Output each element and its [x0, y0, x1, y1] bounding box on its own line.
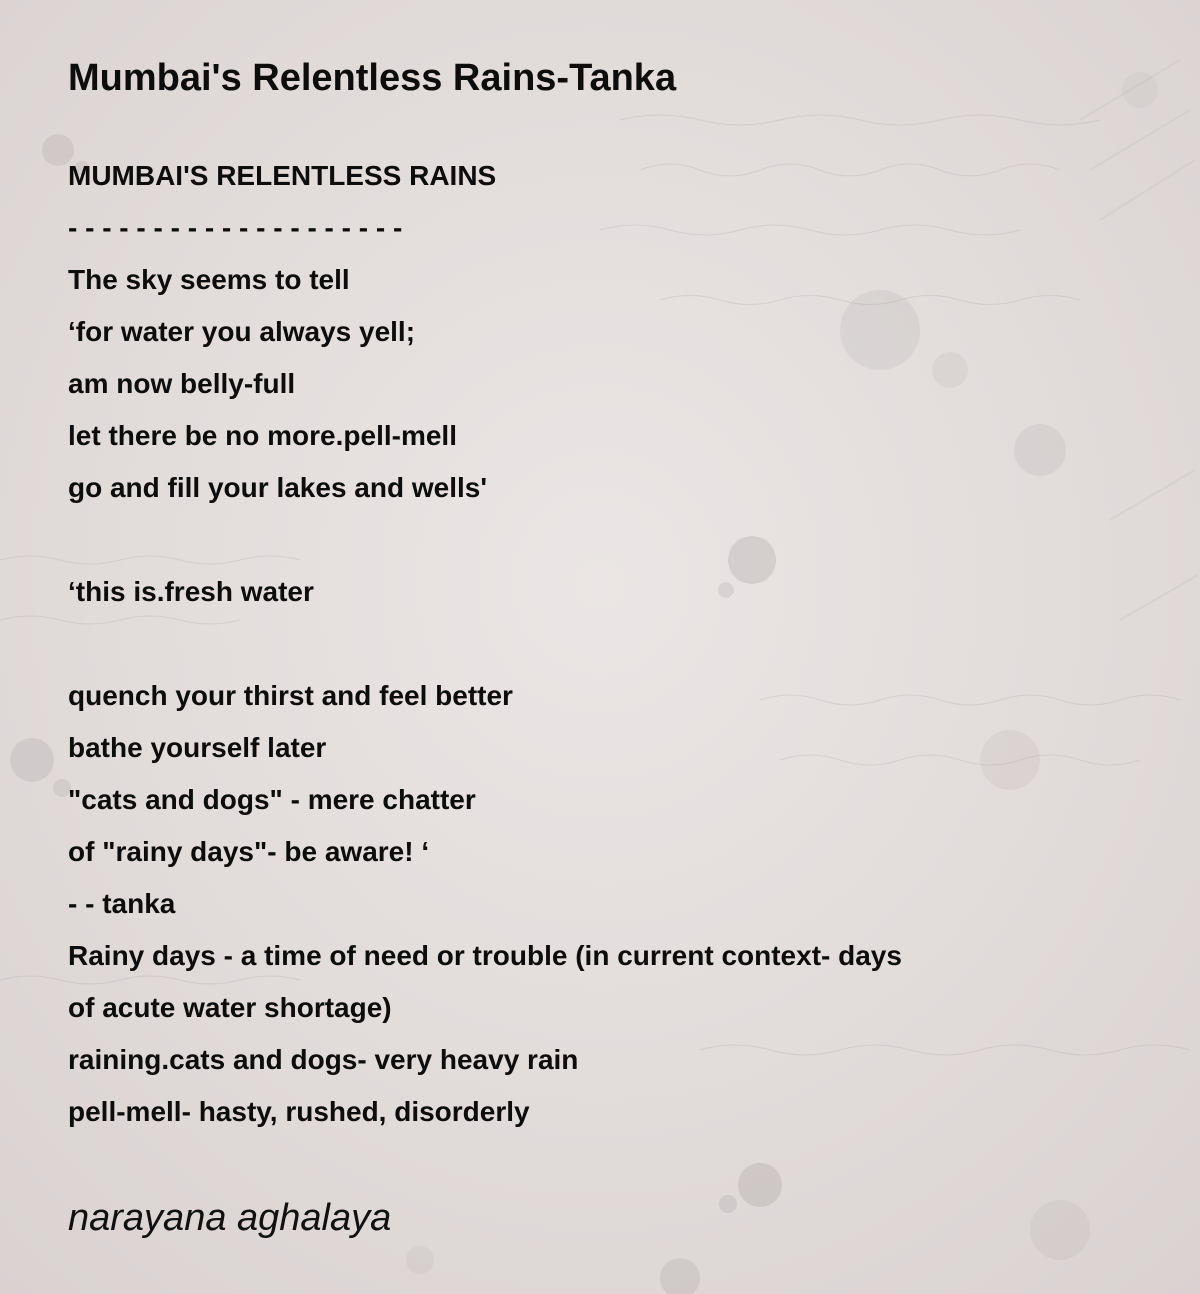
poem-line: - - tanka [68, 888, 176, 919]
poem-body [68, 150, 1168, 1138]
poem-title: Mumbai's Relentless Rains-Tanka [68, 57, 677, 99]
poem-line: "cats and dogs" - mere chatter [68, 784, 476, 815]
poem-line: bathe yourself later [68, 732, 327, 763]
poem-line: of "rainy days"- be aware! ‘ [68, 836, 430, 867]
poem-author: narayana aghalaya [68, 1197, 392, 1239]
poem-blank-line [68, 514, 1168, 566]
poem-line: - - - - - - - - - - - - - - - - - - - - [68, 212, 403, 243]
poem-line: am now belly-full [68, 368, 296, 399]
poem-line: let there be no more.pell-mell [68, 420, 457, 451]
poem-note-line: of acute water shortage) [68, 992, 392, 1023]
poem-note-line: raining.cats and dogs- very heavy rain [68, 1044, 579, 1075]
poem-note-line: Rainy days - a time of need or trouble (in current context- days [68, 940, 902, 971]
poem-line: The sky seems to tell [68, 264, 350, 295]
poem-note-line: pell-mell- hasty, rushed, disorderly [68, 1096, 530, 1127]
poem-blank-line [68, 618, 1168, 670]
poem-line: quench your thirst and feel better [68, 680, 513, 711]
poem-line: go and fill your lakes and wells' [68, 472, 487, 503]
poem-line: MUMBAI'S RELENTLESS RAINS [68, 160, 497, 191]
poem-line: ‘for water you always yell; [68, 316, 416, 347]
poem-line: ‘this is.fresh water [68, 576, 314, 607]
